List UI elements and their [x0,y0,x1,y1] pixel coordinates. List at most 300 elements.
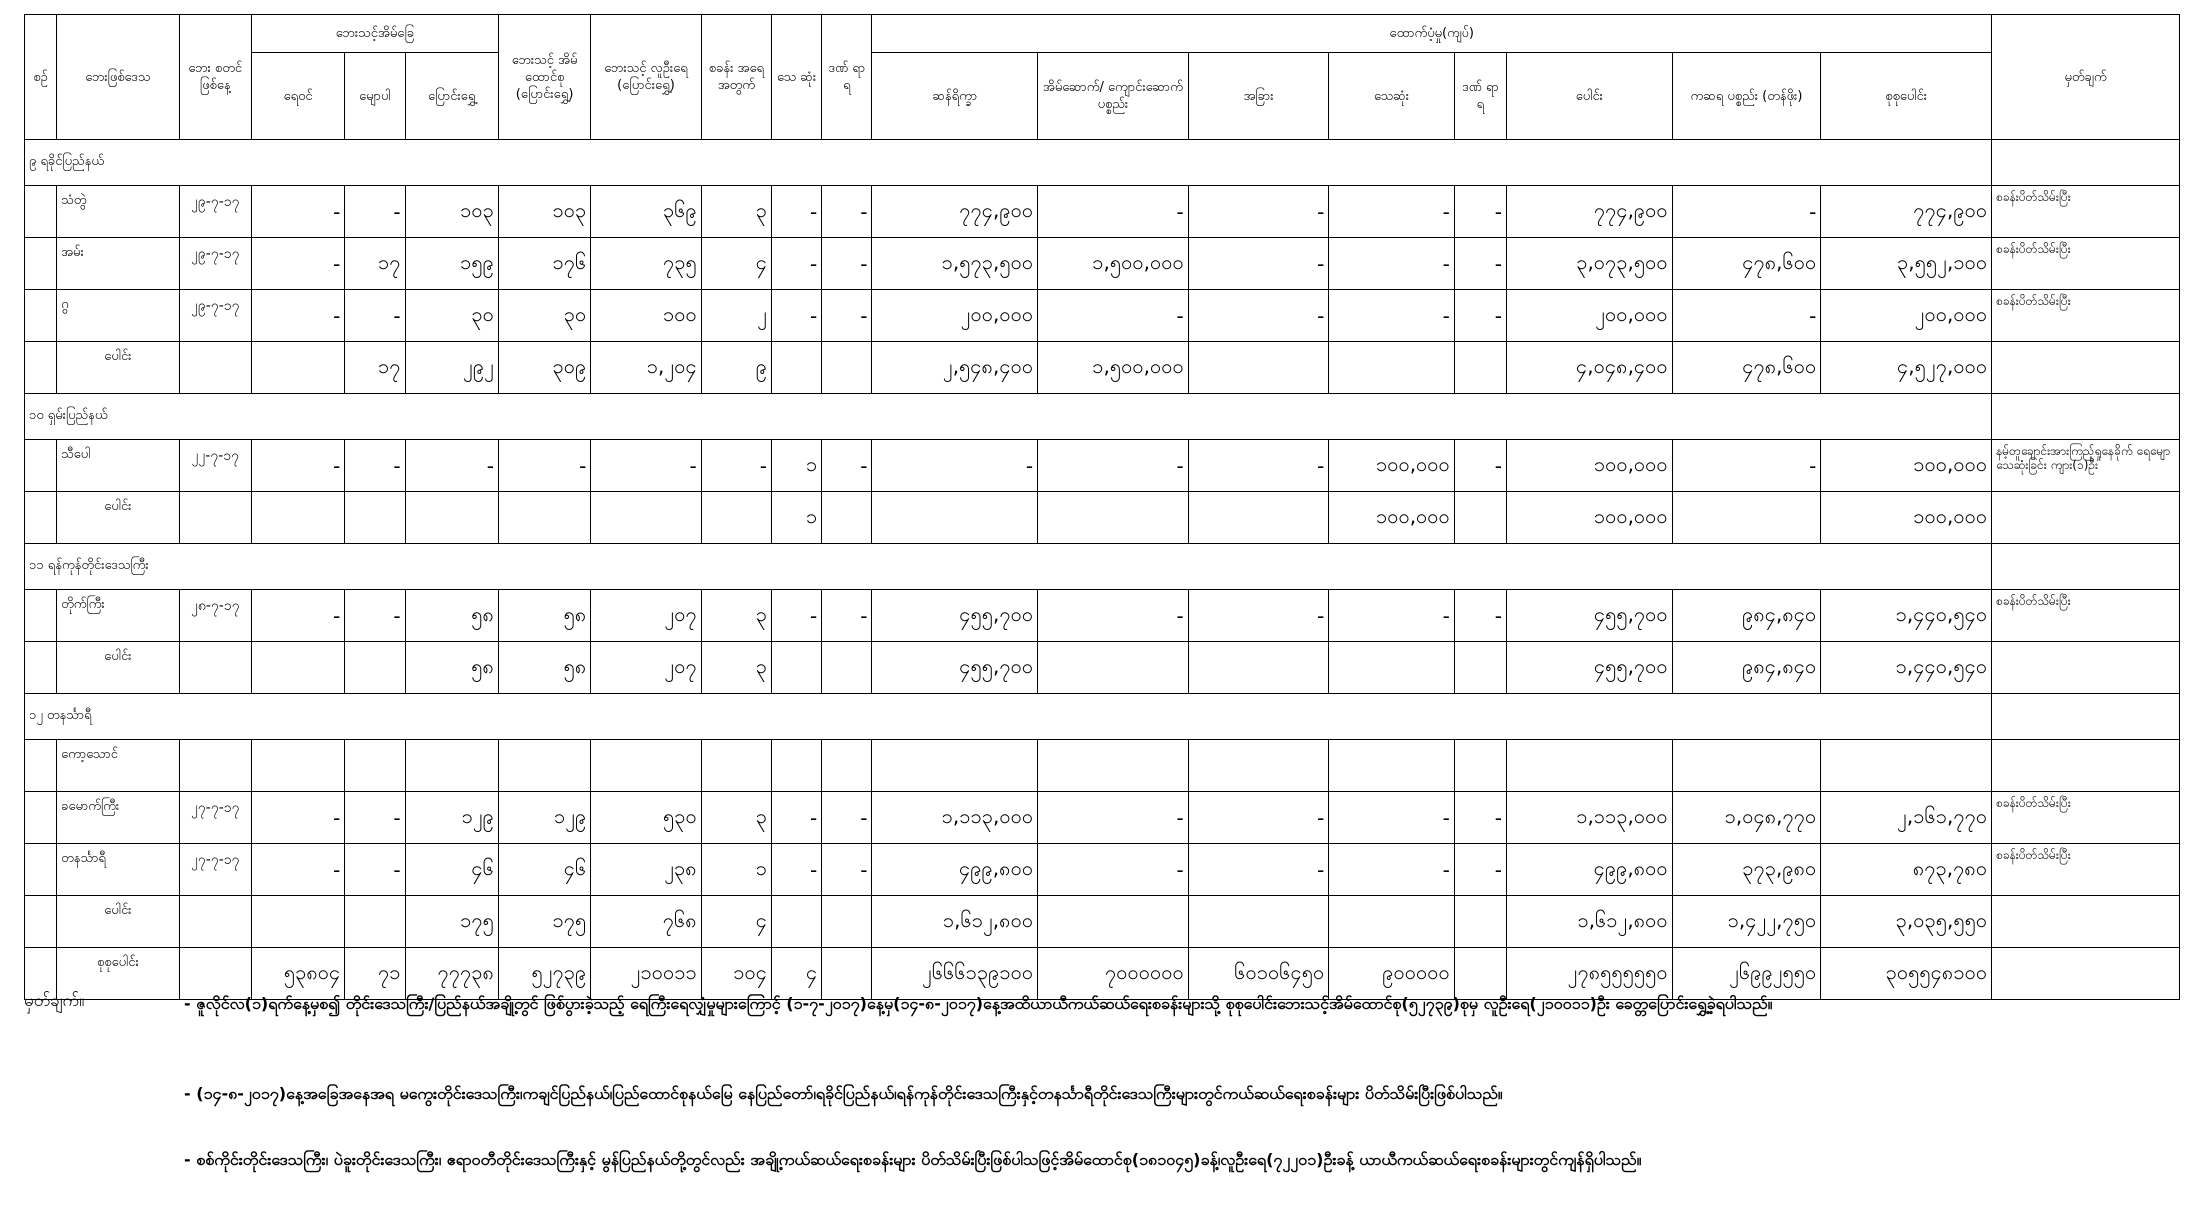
table-row [25,238,2180,290]
cell-relocated: ၃၀ [405,290,498,342]
row-number [25,896,57,948]
col-area: ဘေးဖြစ်ဒေသ [57,15,180,140]
col-washed: မျောပါ [345,53,405,140]
section-header-row [25,544,2180,590]
sum-camps: ၉ [701,342,771,394]
row-remark: နမ့်တူချောင်းအားကြည့်ရှုနေခိုက် ရေမျောသေဆုံးခြင်း ကျား(၁)ဦး [1992,440,2180,492]
cell-people: ၃၆၉ [591,186,701,238]
sum-dead [772,642,822,694]
cell-dead-aid: - [1329,844,1455,896]
row-number [25,642,57,694]
sum-total: ၁,၆၁၂,၈၀၀ [1507,896,1673,948]
cell-cash [872,740,1038,792]
section-title: ၁၀ ရှမ်းပြည်နယ် [25,394,1992,440]
sum-housing [1038,896,1189,948]
cell-households: - [498,440,590,492]
table-row [25,440,2180,492]
cell-dead-aid: ၁၀၀,၀၀၀ [1329,440,1455,492]
sum-injured-aid [1454,492,1506,544]
cell-washed: - [345,792,405,844]
row-remark [1992,896,2180,948]
cell-relocated: ၁၅၉ [405,238,498,290]
cell-injured-aid: - [1454,844,1506,896]
cell-cash: ၄၅၅,၇၀၀ [872,590,1038,642]
sum-injured [822,896,872,948]
cell-flooded: - [251,792,344,844]
grand-cash: ၂၆၆၆၁၃၉၁၀၀ [872,948,1038,1000]
sum-washed [345,492,405,544]
cell-grand: ၂,၁၆၁,၇၇၀ [1821,792,1992,844]
cell-households: ၁၂၉ [498,792,590,844]
table-row [25,290,2180,342]
sum-grand: ၁၀၀,၀၀၀ [1821,492,1992,544]
cell-camps: ၂ [701,290,771,342]
row-date [179,492,251,544]
cell-grand: ၁,၄၄၀,၅၄၀ [1821,590,1992,642]
sum-total: ၄,၀၄၈,၄၀၀ [1507,342,1673,394]
sum-flooded [251,896,344,948]
sum-dead: ၁ [772,492,822,544]
cell-injured-aid: - [1454,792,1506,844]
cell-camps: ၃ [701,792,771,844]
section-title: ၉ ရခိုင်ပြည်နယ် [25,140,1992,186]
row-remark: စခန်းပိတ်သိမ်းပြီး [1992,844,2180,896]
cell-relocated: ၁၂၉ [405,792,498,844]
col-cash: ဆန်ရိက္ခာ [872,53,1038,140]
cell-grand: ၃,၅၅၂,၁၀၀ [1821,238,1992,290]
cell-camps: ၄ [701,238,771,290]
cell-camps [701,740,771,792]
cell-agency: ၉၈၄,၈၄၀ [1672,590,1821,642]
cell-households: ၄၆ [498,844,590,896]
row-date [179,740,251,792]
cell-flooded: - [251,440,344,492]
grand-dead-aid: ၉၀၀၀၀၀ [1329,948,1455,1000]
cell-washed: - [345,844,405,896]
relief-table [24,14,2180,1000]
table-row [25,186,2180,238]
row-remark [1992,492,2180,544]
cell-washed [345,740,405,792]
col-grand: စုစုပေါင်း [1821,53,1992,140]
col-remark: မှတ်ချက် [1992,15,2180,140]
cell-housing: - [1038,844,1189,896]
row-date: ၂၉-၇-၁၇ [179,290,251,342]
grand-relocated: ၇၇၇၃၈ [405,948,498,1000]
row-date [179,342,251,394]
cell-injured [822,740,872,792]
sum-injured [822,492,872,544]
col-housing: အိမ်ဆောက်/ ကျောင်းဆောက် ပစ္စည်း [1038,53,1189,140]
section-title: ၁၁ ရန်ကုန်တိုင်းဒေသကြီး [25,544,1992,590]
cell-agency: ၄၇၈,၆၀၀ [1672,238,1821,290]
cell-flooded: - [251,238,344,290]
cell-dead: - [772,590,822,642]
row-number [25,590,57,642]
col-injured: ဒဏ် ရာ ရ [822,15,872,140]
row-remark: စခန်းပိတ်သိမ်းပြီး [1992,792,2180,844]
sum-other [1188,642,1329,694]
cell-flooded: - [251,290,344,342]
section-header-row [25,394,2180,440]
cell-dead: ၁ [772,440,822,492]
row-area: တနင်္သာရီ [57,844,180,896]
cell-cash: - [872,440,1038,492]
row-number [25,740,57,792]
cell-camps: ၃ [701,590,771,642]
cell-agency: - [1672,290,1821,342]
cell-people: ၂၀၇ [591,590,701,642]
table-row [25,792,2180,844]
cell-dead-aid: - [1329,792,1455,844]
row-area: သီပေါ [57,440,180,492]
remark-cell [1992,394,2180,440]
cell-dead-aid: - [1329,290,1455,342]
col-camps: စခန်း အရေ အတွက် [701,15,771,140]
cell-grand [1821,740,1992,792]
cell-agency [1672,740,1821,792]
sum-cash: ၄၅၅,၇၀၀ [872,642,1038,694]
sum-relocated: ၁၇၅ [405,896,498,948]
sum-housing [1038,492,1189,544]
col-agency: ကဆရ ပစ္စည်း (တန်ဖိုး) [1672,53,1821,140]
cell-washed: - [345,440,405,492]
row-number [25,186,57,238]
cell-relocated: ၄၆ [405,844,498,896]
section-sum-row [25,342,2180,394]
cell-housing: - [1038,186,1189,238]
sum-agency: ၉၈၄,၈၄၀ [1672,642,1821,694]
col-affected-group: ဘေးသင့်အိမ်ခြေ [251,15,498,53]
row-date: ၂၉-၇-၁၇ [179,238,251,290]
grand-dead: ၄ [772,948,822,1000]
cell-dead-aid: - [1329,238,1455,290]
col-sno: စဉ် [25,15,57,140]
sum-injured-aid [1454,896,1506,948]
table-row [25,844,2180,896]
sum-injured [822,642,872,694]
cell-relocated: ၅၈ [405,590,498,642]
grand-agency: ၂၆၉၉၂၅၅၀ [1672,948,1821,1000]
row-area: တိုက်ကြီး [57,590,180,642]
cell-grand: ၁၀၀,၀၀၀ [1821,440,1992,492]
cell-households: ၅၈ [498,590,590,642]
sum-agency [1672,492,1821,544]
row-remark: စခန်းပိတ်သိမ်းပြီး [1992,290,2180,342]
cell-households: ၃၀ [498,290,590,342]
row-area: ခမောက်ကြီး [57,792,180,844]
cell-households: ၁၀၃ [498,186,590,238]
row-remark: စခန်းပိတ်သိမ်းပြီး [1992,238,2180,290]
cell-camps: ၃ [701,186,771,238]
sum-washed [345,642,405,694]
sum-households: ၁၇၅ [498,896,590,948]
col-date: ဘေး စတင် ဖြစ်နေ့ [179,15,251,140]
cell-total: ၃,၀၇၃,၅၀၀ [1507,238,1673,290]
notes-heading: မှတ်ချက်။ [24,991,85,1011]
relief-report-sheet [24,14,2180,1000]
section-header-row [25,694,2180,740]
cell-housing [1038,740,1189,792]
sum-camps: ၄ [701,896,771,948]
cell-cash: ၄၉၉,၈၀၀ [872,844,1038,896]
cell-total: ၁,၁၁၃,၀၀၀ [1507,792,1673,844]
sum-agency: ၄၇၈,၆၀၀ [1672,342,1821,394]
sum-label: ပေါင်း [57,492,180,544]
col-households: ဘေးသင့် အိမ် ထောင်စု (ပြောင်းရွှေ့) [498,15,590,140]
cell-dead-aid: - [1329,590,1455,642]
sum-label: ပေါင်း [57,896,180,948]
sum-grand: ၁,၄၄၀,၅၄၀ [1821,642,1992,694]
cell-flooded [251,740,344,792]
sum-flooded [251,642,344,694]
cell-injured: - [822,792,872,844]
row-number [25,290,57,342]
sum-people: ၁,၂၀၄ [591,342,701,394]
remark-cell [1992,694,2180,740]
cell-cash: ၇၇၄,၉၀၀ [872,186,1038,238]
row-number [25,440,57,492]
cell-cash: ၁,၁၁၃,၀၀၀ [872,792,1038,844]
section-sum-row [25,642,2180,694]
row-remark [1992,342,2180,394]
cell-relocated [405,740,498,792]
sum-agency: ၁,၄၂၂,၇၅၀ [1672,896,1821,948]
row-date: ၂၉-၇-၁၇ [179,186,251,238]
cell-other [1188,740,1329,792]
cell-washed: - [345,290,405,342]
col-donation-group: ထောက်ပံ့မှု(ကျပ်) [872,15,1992,53]
cell-washed: - [345,186,405,238]
col-dead-aid: သေဆုံး [1329,53,1455,140]
section-header-row [25,140,2180,186]
cell-total: ၄၅၅,၇၀၀ [1507,590,1673,642]
sum-grand: ၄,၅၂၇,၀၀၀ [1821,342,1992,394]
cell-agency: ၃၇၃,၉၈၀ [1672,844,1821,896]
sum-other [1188,492,1329,544]
row-date: ၂၈-၇-၁၇ [179,590,251,642]
note-item-2: - (၁၄-၈-၂၀၁၇)နေ့အခြေအနေအရ မကွေးတိုင်းဒေသကြီး၊ကချင်ပြည်နယ်၊ပြည်ထောင်စုနယ်မြေ နေပြည်တော်၊ရခိုင်ပြည်နယ်၊ရန်ကုန်တိုင်းဒေသကြီးနှင့်တနင်္သာရီတိုင်းဒေသကြီးများတွင်ကယ်ဆယ်ရေးစခန်းများ ပိတ်သိမ်းပြီးဖြစ်ပါသည်။ [184,1084,1503,1103]
row-number [25,342,57,394]
cell-total: ၇၇၄,၉၀၀ [1507,186,1673,238]
cell-total: ၄၉၉,၈၀၀ [1507,844,1673,896]
cell-dead: - [772,290,822,342]
cell-dead: - [772,792,822,844]
cell-injured-aid: - [1454,290,1506,342]
sum-other [1188,342,1329,394]
cell-dead-aid [1329,740,1455,792]
col-dead: သေ ဆုံး [772,15,822,140]
cell-housing: - [1038,792,1189,844]
cell-injured: - [822,590,872,642]
cell-injured: - [822,844,872,896]
cell-total: ၂၀၀,၀၀၀ [1507,290,1673,342]
sum-people: ၂၀၇ [591,642,701,694]
sum-other [1188,896,1329,948]
cell-cash: ၂၀၀,၀၀၀ [872,290,1038,342]
sum-dead-aid [1329,896,1455,948]
col-flooded: ရေဝင် [251,53,344,140]
cell-people: ၁၀၀ [591,290,701,342]
cell-households: ၁၇၆ [498,238,590,290]
cell-injured-aid: - [1454,238,1506,290]
section-title: ၁၂ တနင်္သာရီ [25,694,1992,740]
cell-other: - [1188,792,1329,844]
sum-camps [701,492,771,544]
row-date [179,642,251,694]
sum-dead [772,342,822,394]
cell-households [498,740,590,792]
cell-other: - [1188,186,1329,238]
cell-flooded: - [251,186,344,238]
sum-relocated: ၅၈ [405,642,498,694]
cell-people [591,740,701,792]
row-number [25,492,57,544]
grand-households: ၅၂၇၃၉ [498,948,590,1000]
sum-total: ၄၅၅,၇၀၀ [1507,642,1673,694]
sum-injured-aid [1454,342,1506,394]
grand-flooded: ၅၃၈၀၄ [251,948,344,1000]
section-sum-row [25,896,2180,948]
sum-label: ပေါင်း [57,642,180,694]
section-sum-row [25,492,2180,544]
sum-dead-aid [1329,642,1455,694]
sum-injured [822,342,872,394]
cell-people: ၅၃၀ [591,792,701,844]
cell-housing: - [1038,590,1189,642]
grand-grand: ၃၀၅၅၄၈၁၀၀ [1821,948,1992,1000]
table-row [25,740,2180,792]
row-area: အမ်း [57,238,180,290]
cell-agency: - [1672,186,1821,238]
row-number [25,238,57,290]
cell-dead: - [772,238,822,290]
remark-cell [1992,140,2180,186]
row-remark: စခန်းပိတ်သိမ်းပြီး [1992,590,2180,642]
note-item-1: - ဇူလိုင်လ(၁)ရက်နေ့မှစ၍ တိုင်းဒေသကြီး/ပြည်နယ်အချို့တွင် ဖြစ်ပွားခဲ့သည့် ရေကြီးရေလျှံမှုများကြောင့် (၁-၇-၂၀၁၇)နေ့မှ(၁၄-၈-၂၀၁၇)နေ့အထိယာယီကယ်ဆယ်ရေးစခန်းများသို့ စုစုပေါင်းဘေးသင့်အိမ်ထောင်စု(၅၂၇၃၉)စုမှ လူဦးရေ(၂၁၀၀၁၁)ဦး ခေတ္တပြောင်းရွှေ့ခဲ့ရပါသည်။ [184,994,1773,1013]
sum-camps: ၃ [701,642,771,694]
sum-relocated [405,492,498,544]
sum-housing [1038,642,1189,694]
cell-relocated: - [405,440,498,492]
remark-cell [1992,544,2180,590]
row-remark [1992,642,2180,694]
cell-grand: ၈၇၃,၇၈၀ [1821,844,1992,896]
cell-dead: - [772,844,822,896]
cell-grand: ၇၇၄,၉၀၀ [1821,186,1992,238]
sum-households: ၃၀၉ [498,342,590,394]
cell-people: ၇၃၅ [591,238,701,290]
cell-other: - [1188,238,1329,290]
cell-injured: - [822,440,872,492]
sum-grand: ၃,၀၃၅,၅၅၀ [1821,896,1992,948]
cell-agency: - [1672,440,1821,492]
row-area: ဂွ [57,290,180,342]
sum-households [498,492,590,544]
sum-housing: ၁,၅၀၀,၀၀၀ [1038,342,1189,394]
col-other: အခြား [1188,53,1329,140]
cell-injured: - [822,186,872,238]
sum-dead [772,896,822,948]
cell-agency: ၁,၀၄၈,၇၇၀ [1672,792,1821,844]
grand-people: ၂၁၀၀၁၁ [591,948,701,1000]
sum-households: ၅၈ [498,642,590,694]
grand-washed: ၇၁ [345,948,405,1000]
cell-total [1507,740,1673,792]
cell-people: - [591,440,701,492]
sum-cash: ၂,၅၄၈,၄၀၀ [872,342,1038,394]
cell-dead-aid: - [1329,186,1455,238]
grand-other: ၆၀၁၀၆၄၅၀ [1188,948,1329,1000]
sum-people [591,492,701,544]
sum-label: ပေါင်း [57,342,180,394]
grand-total-label: စုစုပေါင်း [57,948,180,1000]
row-number [25,792,57,844]
sum-dead-aid: ၁၀၀,၀၀၀ [1329,492,1455,544]
sum-dead-aid [1329,342,1455,394]
cell-grand: ၂၀၀,၀၀၀ [1821,290,1992,342]
cell-injured: - [822,238,872,290]
cell-washed: ၁၇ [345,238,405,290]
cell-washed: - [345,590,405,642]
cell-housing: ၁,၅၀၀,၀၀၀ [1038,238,1189,290]
cell-cash: ၁,၅၇၃,၅၀၀ [872,238,1038,290]
sum-washed [345,896,405,948]
cell-other: - [1188,844,1329,896]
cell-housing: - [1038,440,1189,492]
sum-flooded [251,492,344,544]
cell-housing: - [1038,290,1189,342]
cell-injured-aid: - [1454,440,1506,492]
row-date: ၂၂-၇-၁၇ [179,440,251,492]
sum-cash [872,492,1038,544]
cell-flooded: - [251,590,344,642]
col-relocated: ပြောင်းရွှေ့ [405,53,498,140]
table-row [25,590,2180,642]
sum-washed: ၁၇ [345,342,405,394]
cell-total: ၁၀၀,၀၀၀ [1507,440,1673,492]
row-remark [1992,740,2180,792]
table-body [25,140,2180,1000]
row-area: သံတွဲ [57,186,180,238]
sum-relocated: ၂၉၂ [405,342,498,394]
row-remark: စခန်းပိတ်သိမ်းပြီး [1992,186,2180,238]
cell-camps: ၁ [701,844,771,896]
col-injured-aid: ဒဏ် ရာ ရ [1454,53,1506,140]
cell-other: - [1188,590,1329,642]
sum-people: ၇၆၈ [591,896,701,948]
grand-housing: ၇၀၀၀၀၀၀ [1038,948,1189,1000]
col-people: ဘေးသင့် လူဦးရေ (ပြောင်းရွှေ့) [591,15,701,140]
grand-camps: ၁၀၄ [701,948,771,1000]
grand-total: ၂၇၈၅၅၅၅၅၀ [1507,948,1673,1000]
note-item-3: - စစ်ကိုင်းတိုင်းဒေသကြီး၊ ပဲခူးတိုင်းဒေသကြီး၊ ဧရာဝတီတိုင်းဒေသကြီးနှင့် မွန်ပြည်နယ်တို့တွင်လည်း အချို့ကယ်ဆယ်ရေးစခန်းများ ပိတ်သိမ်းပြီးဖြစ်ပါသဖြင့်အိမ်ထောင်စု(၁၈၁၀၄၅)ခန့်၊လူဦးရေ(၇၂၂၀၁)ဦးခန့် ယာယီကယ်ဆယ်ရေးစခန်းများတွင်ကျန်ရှိပါသည်။ [184,1150,1642,1169]
cell-other: - [1188,440,1329,492]
sum-flooded [251,342,344,394]
cell-injured: - [822,290,872,342]
row-area: ကော့သောင် [57,740,180,792]
cell-injured-aid [1454,740,1506,792]
cell-camps: - [701,440,771,492]
row-date [179,896,251,948]
col-total: ပေါင်း [1507,53,1673,140]
cell-other: - [1188,290,1329,342]
sum-cash: ၁,၆၁၂,၈၀၀ [872,896,1038,948]
cell-dead [772,740,822,792]
cell-people: ၂၃၈ [591,844,701,896]
cell-flooded: - [251,844,344,896]
sum-total: ၁၀၀,၀၀၀ [1507,492,1673,544]
